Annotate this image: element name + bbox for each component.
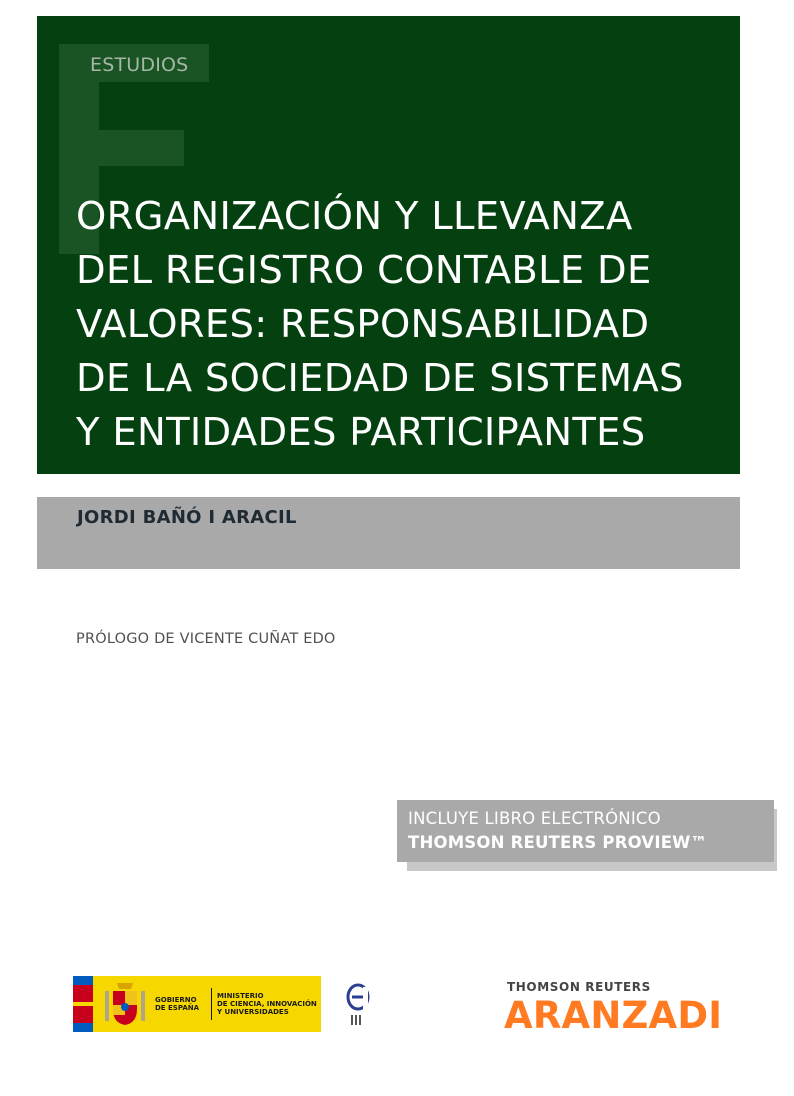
- coat-of-arms-icon: [103, 979, 147, 1029]
- book-title: [76, 190, 726, 460]
- title-line: ORGANIZACIÓN Y LLEVANZA: [76, 194, 633, 239]
- ebook-badge-line2: THOMSON REUTERS PROVIEW™: [408, 833, 708, 852]
- series-label: ESTUDIOS: [90, 54, 189, 76]
- title-line: VALORES: RESPONSABILIDAD: [76, 302, 650, 347]
- gov-text-right: MINISTERIO DE CIENCIA, INNOVACIÓN Y UNIVERSIDADES: [217, 992, 317, 1016]
- prologue-credit: PRÓLOGO DE VICENTE CUÑAT EDO: [76, 631, 336, 647]
- title-line: DEL REGISTRO CONTABLE DE: [76, 248, 652, 293]
- gov-text-left: GOBIERNO DE ESPAÑA: [155, 996, 200, 1012]
- editor-seal-icon: [343, 983, 373, 1027]
- government-logo: [73, 976, 321, 1032]
- flag-stripe: [73, 976, 93, 1032]
- title-line: Y ENTIDADES PARTICIPANTES: [76, 410, 646, 455]
- title-line: DE LA SOCIEDAD DE SISTEMAS: [76, 356, 684, 401]
- author-name: JORDI BAÑÓ I ARACIL: [77, 507, 297, 528]
- author-band: [37, 497, 740, 569]
- ebook-badge: [397, 800, 774, 862]
- title-panel: [37, 16, 740, 474]
- publisher-label: THOMSON REUTERS: [507, 980, 651, 994]
- gov-separator: [211, 988, 212, 1020]
- ebook-badge-line1: INCLUYE LIBRO ELECTRÓNICO: [408, 809, 661, 828]
- publisher-logo: ARANZADI: [504, 994, 723, 1037]
